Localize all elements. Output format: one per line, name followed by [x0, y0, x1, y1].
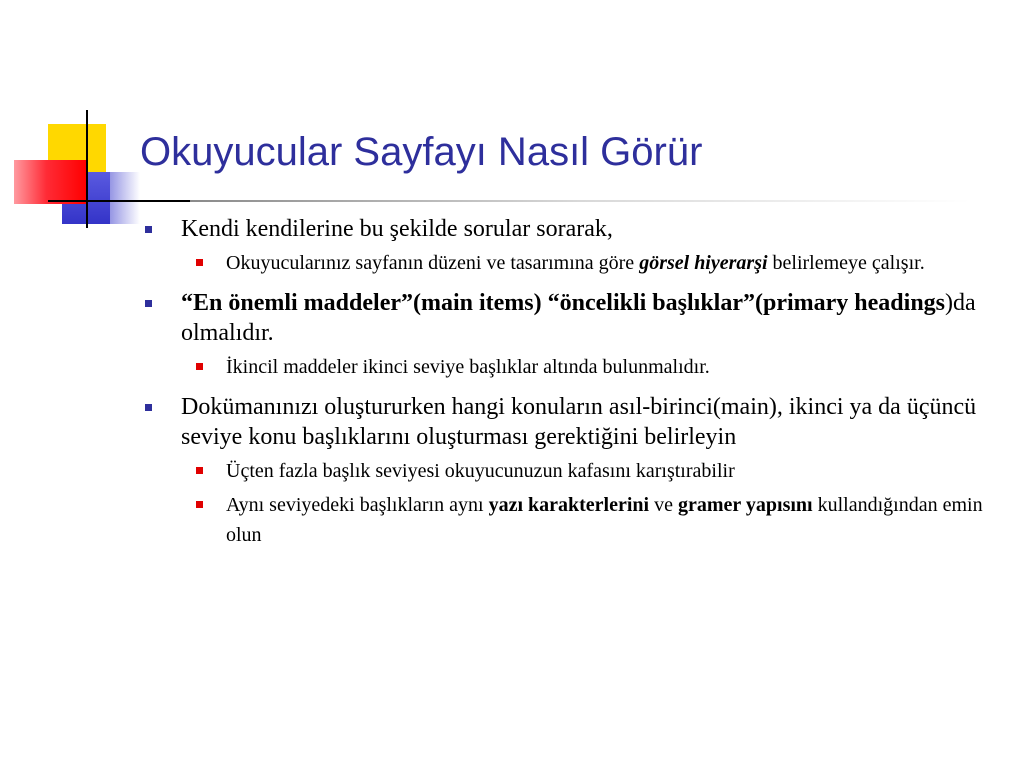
title-underline	[190, 200, 970, 202]
bullet-text: Dokümanınızı oluştururken hangi konuların asıl-birinci(main), ikinci ya da üçüncü seviye konu başlıklarını oluşturması gerektiğini belirleyin	[181, 394, 977, 450]
bullet-item	[140, 214, 990, 244]
sub-bullet-text: Üçten fazla başlık seviyesi okuyucunuzun kafasını karıştırabilir	[226, 460, 735, 482]
sub-bullet-item	[140, 248, 990, 278]
vertical-line-decoration	[86, 110, 88, 228]
bold-text: “En önemli maddeler”(main items) “öncelikli başlıklar”(primary headings	[181, 290, 946, 316]
red-square-decoration	[14, 160, 86, 204]
blue-fade-decoration	[110, 172, 140, 224]
bullet-text: Kendi kendilerine bu şekilde sorular sorarak,	[181, 216, 613, 242]
bullet-item	[140, 288, 990, 348]
sub-bullet-text: Okuyucularınız sayfanın düzeni ve tasarımına göre	[226, 252, 640, 274]
emphasis-text: görsel hiyerarşi	[639, 252, 768, 274]
square-bullet-icon	[145, 300, 152, 307]
sub-bullet-text-end: belirlemeye çalışır.	[767, 252, 925, 274]
square-bullet-icon	[196, 501, 203, 508]
square-bullet-icon	[145, 404, 152, 411]
slide-content	[140, 214, 990, 550]
sub-bullet-text: İkincil maddeler ikinci seviye başlıklar altında bulunmalıdır.	[226, 356, 710, 378]
horizontal-line-decoration	[48, 200, 198, 202]
slide-title: Okuyucular Sayfayı Nasıl Görür	[140, 130, 703, 174]
bullet-text-end: )da olmalıdır.	[181, 290, 976, 346]
square-bullet-icon	[145, 226, 152, 233]
bullet-item	[140, 392, 990, 452]
bold-text: gramer yapısını	[677, 494, 813, 516]
sub-bullet-item	[140, 352, 990, 382]
sub-bullet-item	[140, 456, 990, 486]
square-bullet-icon	[196, 467, 203, 474]
sub-bullet-text: Aynı seviyedeki başlıkların aynı	[226, 494, 489, 516]
square-bullet-icon	[196, 259, 203, 266]
bold-text: yazı karakterlerini	[488, 494, 650, 516]
sub-bullet-text-end: kullandığından emin olun	[226, 494, 983, 546]
sub-bullet-item	[140, 490, 990, 550]
decorative-logo	[0, 0, 200, 240]
square-bullet-icon	[196, 363, 203, 370]
connector-text: ve	[649, 494, 678, 516]
